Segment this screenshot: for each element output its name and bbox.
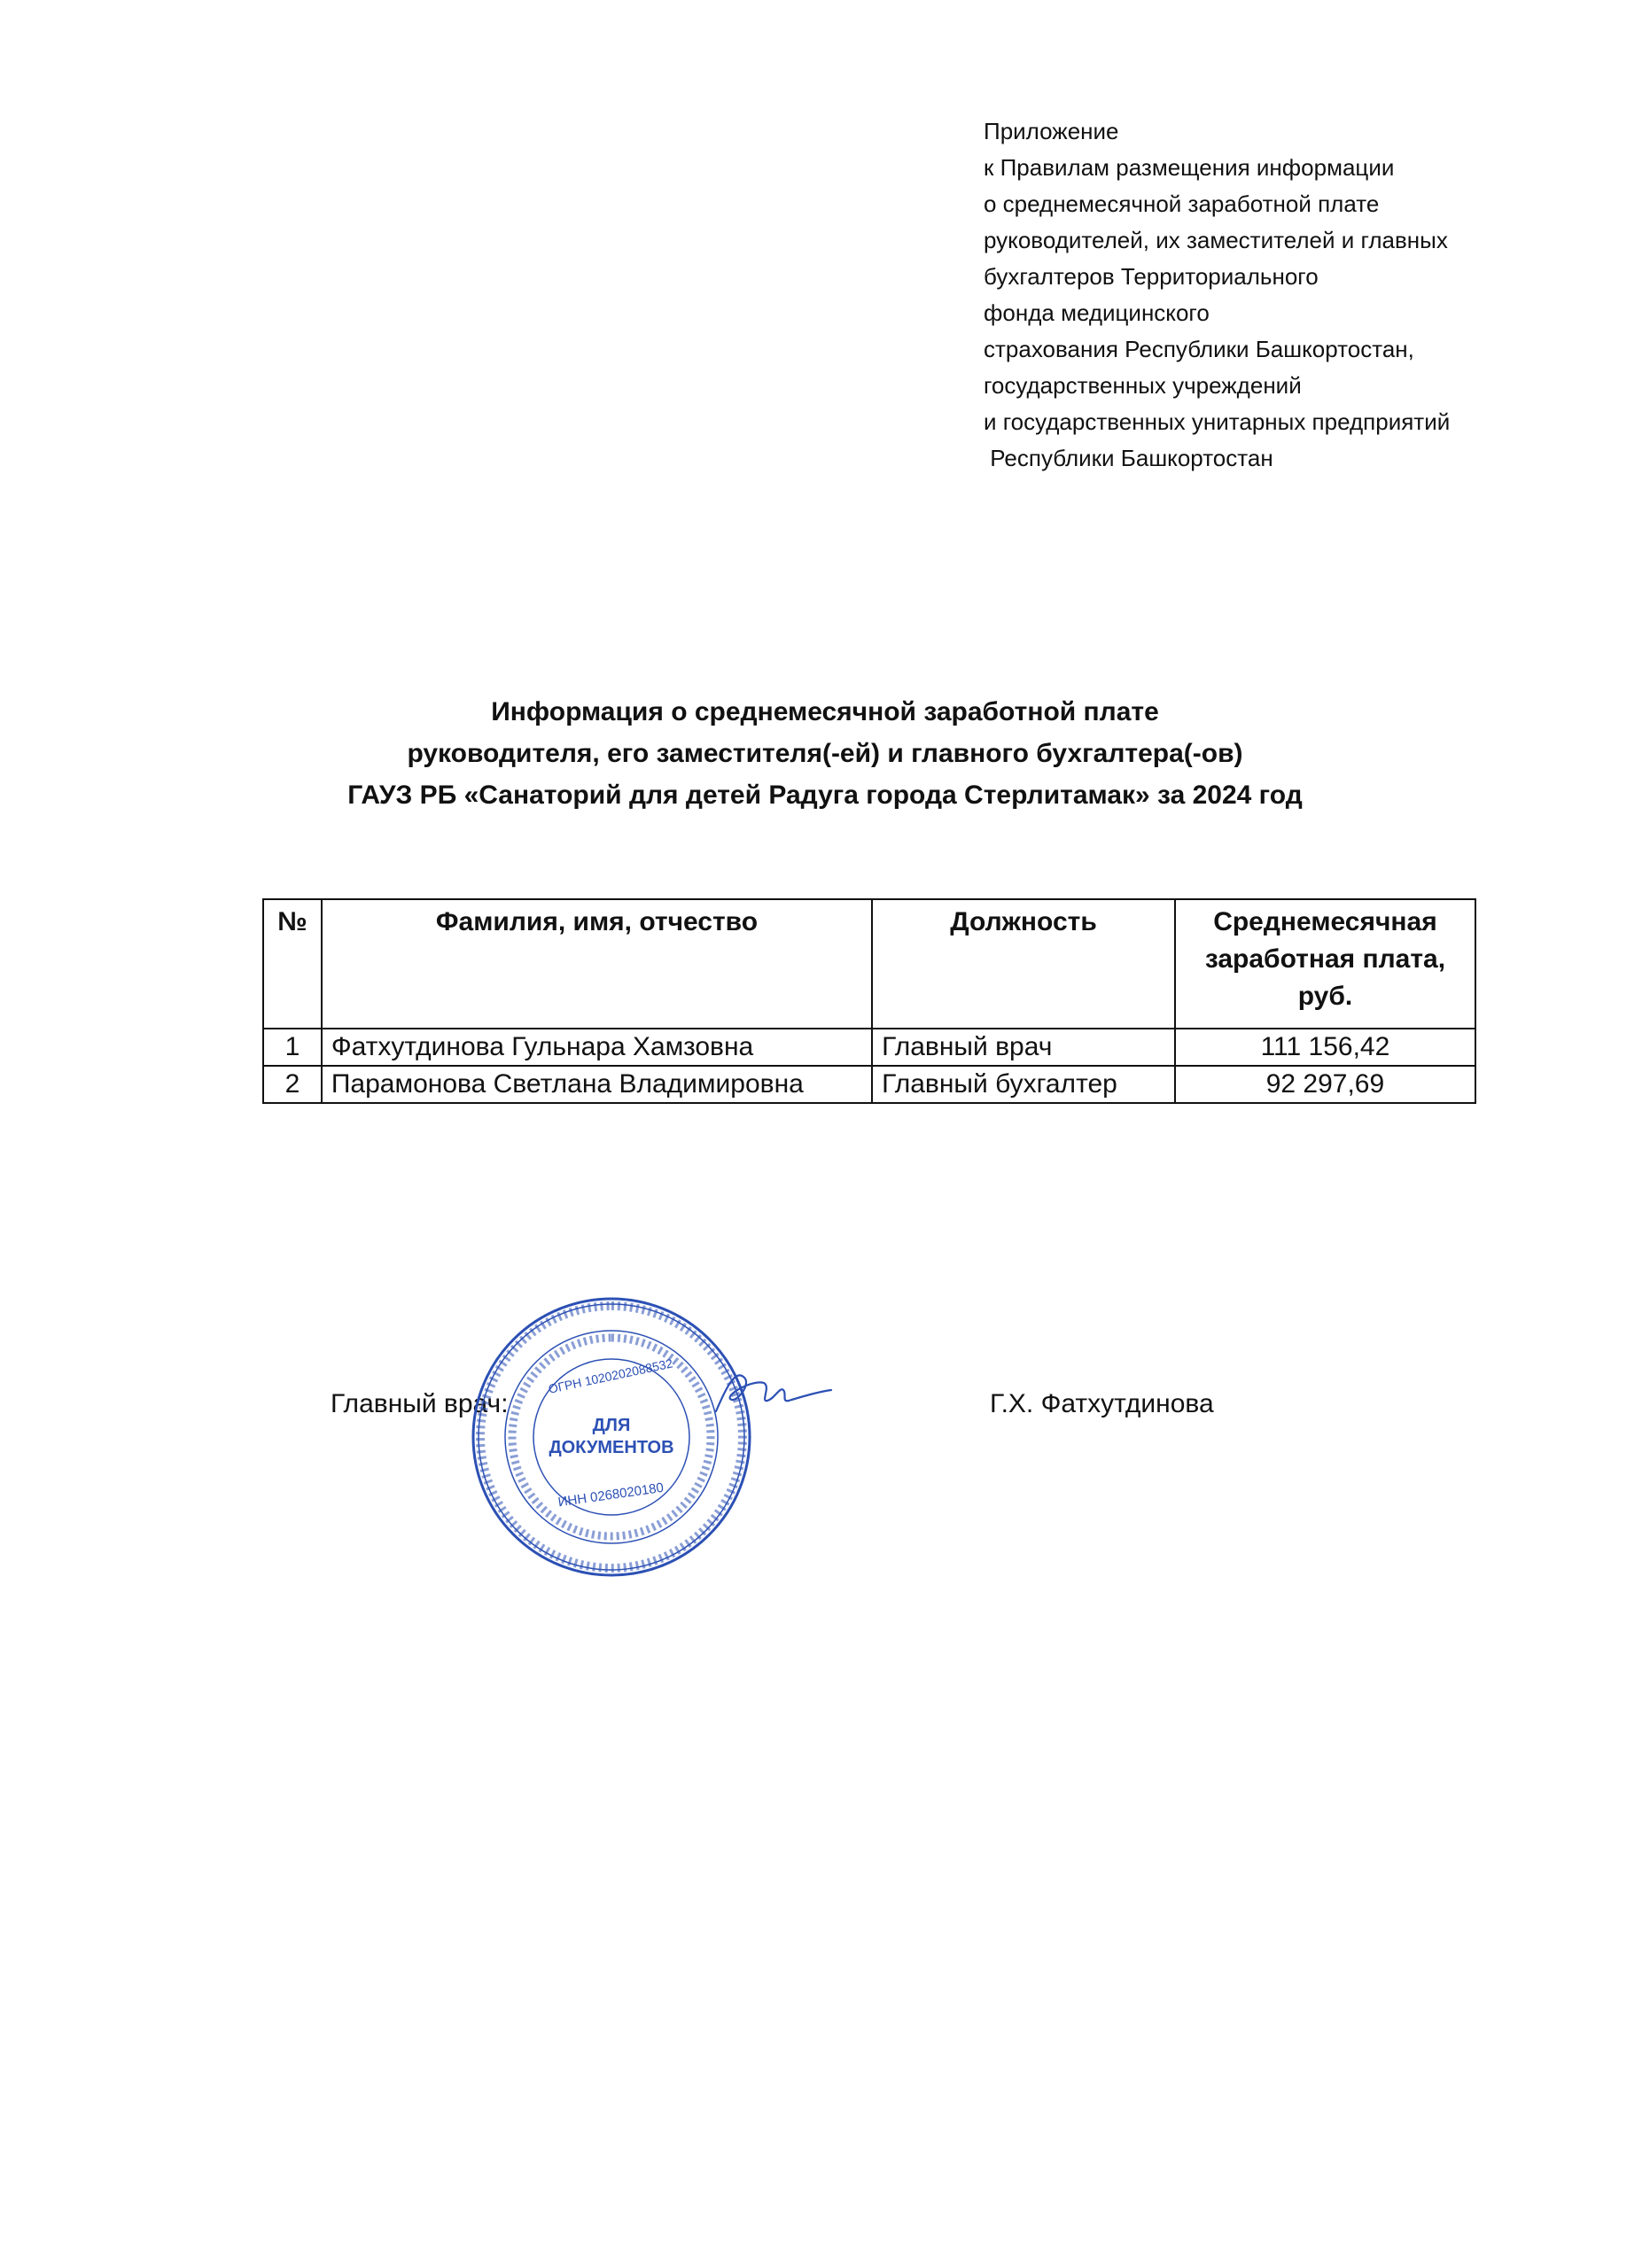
document-title — [0, 691, 1650, 816]
title-line: ГАУЗ РБ «Санаторий для детей Радуга города Стерлитамак» за 2024 год — [347, 781, 1303, 810]
handwritten-signature — [709, 1360, 833, 1422]
appendix-line: к Правилам размещения информации — [984, 154, 1395, 181]
table-header-row — [263, 899, 1475, 1029]
row-number: 1 — [263, 1029, 322, 1066]
appendix-line: государственных учреждений — [984, 372, 1302, 399]
header-position: Должность — [872, 899, 1175, 1029]
official-stamp-seal — [468, 1293, 755, 1581]
appendix-line: фонда медицинского — [984, 299, 1210, 326]
row-full-name: Фатхутдинова Гульнара Хамзовна — [322, 1029, 872, 1066]
appendix-line: страхования Республики Башкортостан, — [984, 336, 1414, 362]
stamp-center-line1: ДЛЯ — [592, 1416, 631, 1435]
salary-table — [262, 898, 1476, 1104]
row-full-name: Парамонова Светлана Владимировна — [322, 1066, 872, 1103]
title-line: руководителя, его заместителя(-ей) и главного бухгалтера(-ов) — [407, 739, 1243, 768]
row-salary: 92 297,69 — [1175, 1066, 1475, 1103]
stamp-inn: ИНН 0268020180 — [556, 1480, 665, 1511]
header-full-name: Фамилия, имя, отчество — [322, 899, 872, 1029]
appendix-line: бухгалтеров Территориального — [984, 263, 1319, 290]
header-salary: Среднемесячная заработная плата, руб. — [1175, 899, 1475, 1029]
appendix-line: о среднемесячной заработной плате — [984, 190, 1380, 217]
signer-role: Главный врач: — [331, 1389, 509, 1418]
signer-name: Г.Х. Фатхутдинова — [990, 1389, 1214, 1418]
stamp-ogrn: ОГРН 1020202088532 — [547, 1355, 674, 1396]
row-number: 2 — [263, 1066, 322, 1103]
row-position: Главный бухгалтер — [872, 1066, 1175, 1103]
stamp-center-line2: ДОКУМЕНТОВ — [549, 1438, 674, 1457]
table-row — [263, 1029, 1475, 1066]
title-line: Информация о среднемесячной заработной плате — [491, 697, 1159, 726]
appendix-line: Республики Башкортостан — [984, 445, 1273, 471]
row-position: Главный врач — [872, 1029, 1175, 1066]
appendix-line: руководителей, их заместителей и главных — [984, 227, 1448, 253]
appendix-block — [984, 113, 1622, 477]
table-row — [263, 1066, 1475, 1103]
appendix-line: и государственных унитарных предприятий — [984, 408, 1451, 435]
appendix-line: Приложение — [984, 118, 1119, 144]
header-number: № — [263, 899, 322, 1029]
row-salary: 111 156,42 — [1175, 1029, 1475, 1066]
